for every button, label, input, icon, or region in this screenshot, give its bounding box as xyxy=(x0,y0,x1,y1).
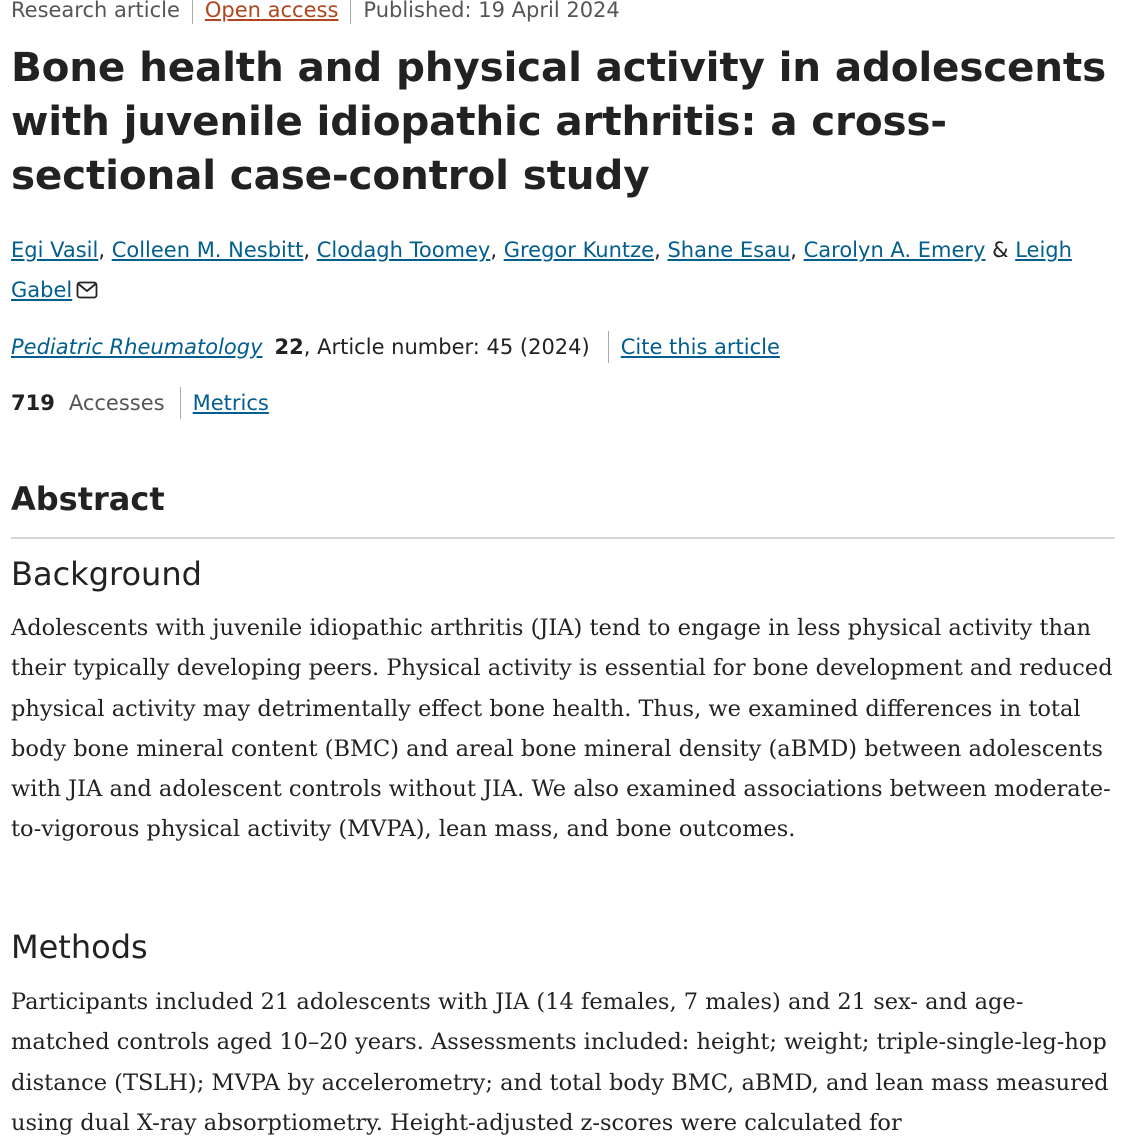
article-meta xyxy=(11,0,620,24)
meta-divider xyxy=(350,0,351,24)
volume-number: 22 xyxy=(274,335,304,359)
author-link[interactable]: Egi Vasil xyxy=(11,238,99,262)
article-title: Bone health and physical activity in adolescents with juvenile idiopathic arthritis: a cross-sectional case-control study xyxy=(11,43,1106,199)
accesses-count: 719 xyxy=(11,391,55,415)
open-access-link[interactable]: Open access xyxy=(204,0,339,22)
author-link[interactable]: Colleen M. Nesbitt xyxy=(111,238,304,262)
meta-divider xyxy=(192,0,193,24)
metrics-divider xyxy=(180,387,181,419)
methods-text: Participants included 21 adolescents with JIA (14 females, 7 males) and 21 sex- and age-matched controls aged 10–20 years. Assessments included: height; weight; triple-single-leg-hop distance (TSLH); MVPA by accelerometry; and total body BMC, aBMD, and lean mass measured using dual X-ray absorptiometry. Height-adjusted z-scores were calculated for xyxy=(11,989,1109,1136)
citation-line xyxy=(11,331,780,363)
author-link[interactable]: Shane Esau xyxy=(667,238,791,262)
author-link[interactable]: Leigh Gabel xyxy=(11,238,1072,302)
metrics-link[interactable]: Metrics xyxy=(192,391,269,415)
section-divider xyxy=(11,537,1115,539)
article-type: Research article xyxy=(11,0,180,22)
author-link[interactable]: Clodagh Toomey xyxy=(316,238,491,262)
citation-divider xyxy=(608,331,609,363)
abstract-heading: Abstract xyxy=(11,480,165,518)
methods-heading: Methods xyxy=(11,928,148,966)
accesses-label: Accesses xyxy=(68,391,165,415)
background-heading: Background xyxy=(11,555,202,593)
cite-article-link[interactable]: Cite this article xyxy=(620,335,780,359)
mail-icon[interactable] xyxy=(76,272,98,312)
article-number: , Article number: 45 (2024) xyxy=(303,335,590,359)
metrics-line xyxy=(11,387,269,419)
published-date: Published: 19 April 2024 xyxy=(363,0,620,22)
journal-link[interactable]: Pediatric Rheumatology xyxy=(11,335,263,359)
author-link[interactable]: Carolyn A. Emery xyxy=(803,238,986,262)
author-link[interactable]: Gregor Kuntze xyxy=(503,238,655,262)
author-list: Egi Vasil, Colleen M. Nesbitt, Clodagh Toomey, Gregor Kuntze, Shane Esau, Carolyn A. Emery & Leigh Gabel xyxy=(11,230,1115,312)
background-text: Adolescents with juvenile idiopathic arthritis (JIA) tend to engage in less physical activity than their typically developing peers. Physical activity is essential for bone development and reduced physical activity may detrimentally effect bone health. Thus, we examined differences in total body bone mineral content (BMC) and areal bone mineral density (aBMD) between adolescents with JIA and adolescent controls without JIA. We also examined associations between moderate-to-vigorous physical activity (MVPA), lean mass, and bone outcomes. xyxy=(11,615,1113,843)
